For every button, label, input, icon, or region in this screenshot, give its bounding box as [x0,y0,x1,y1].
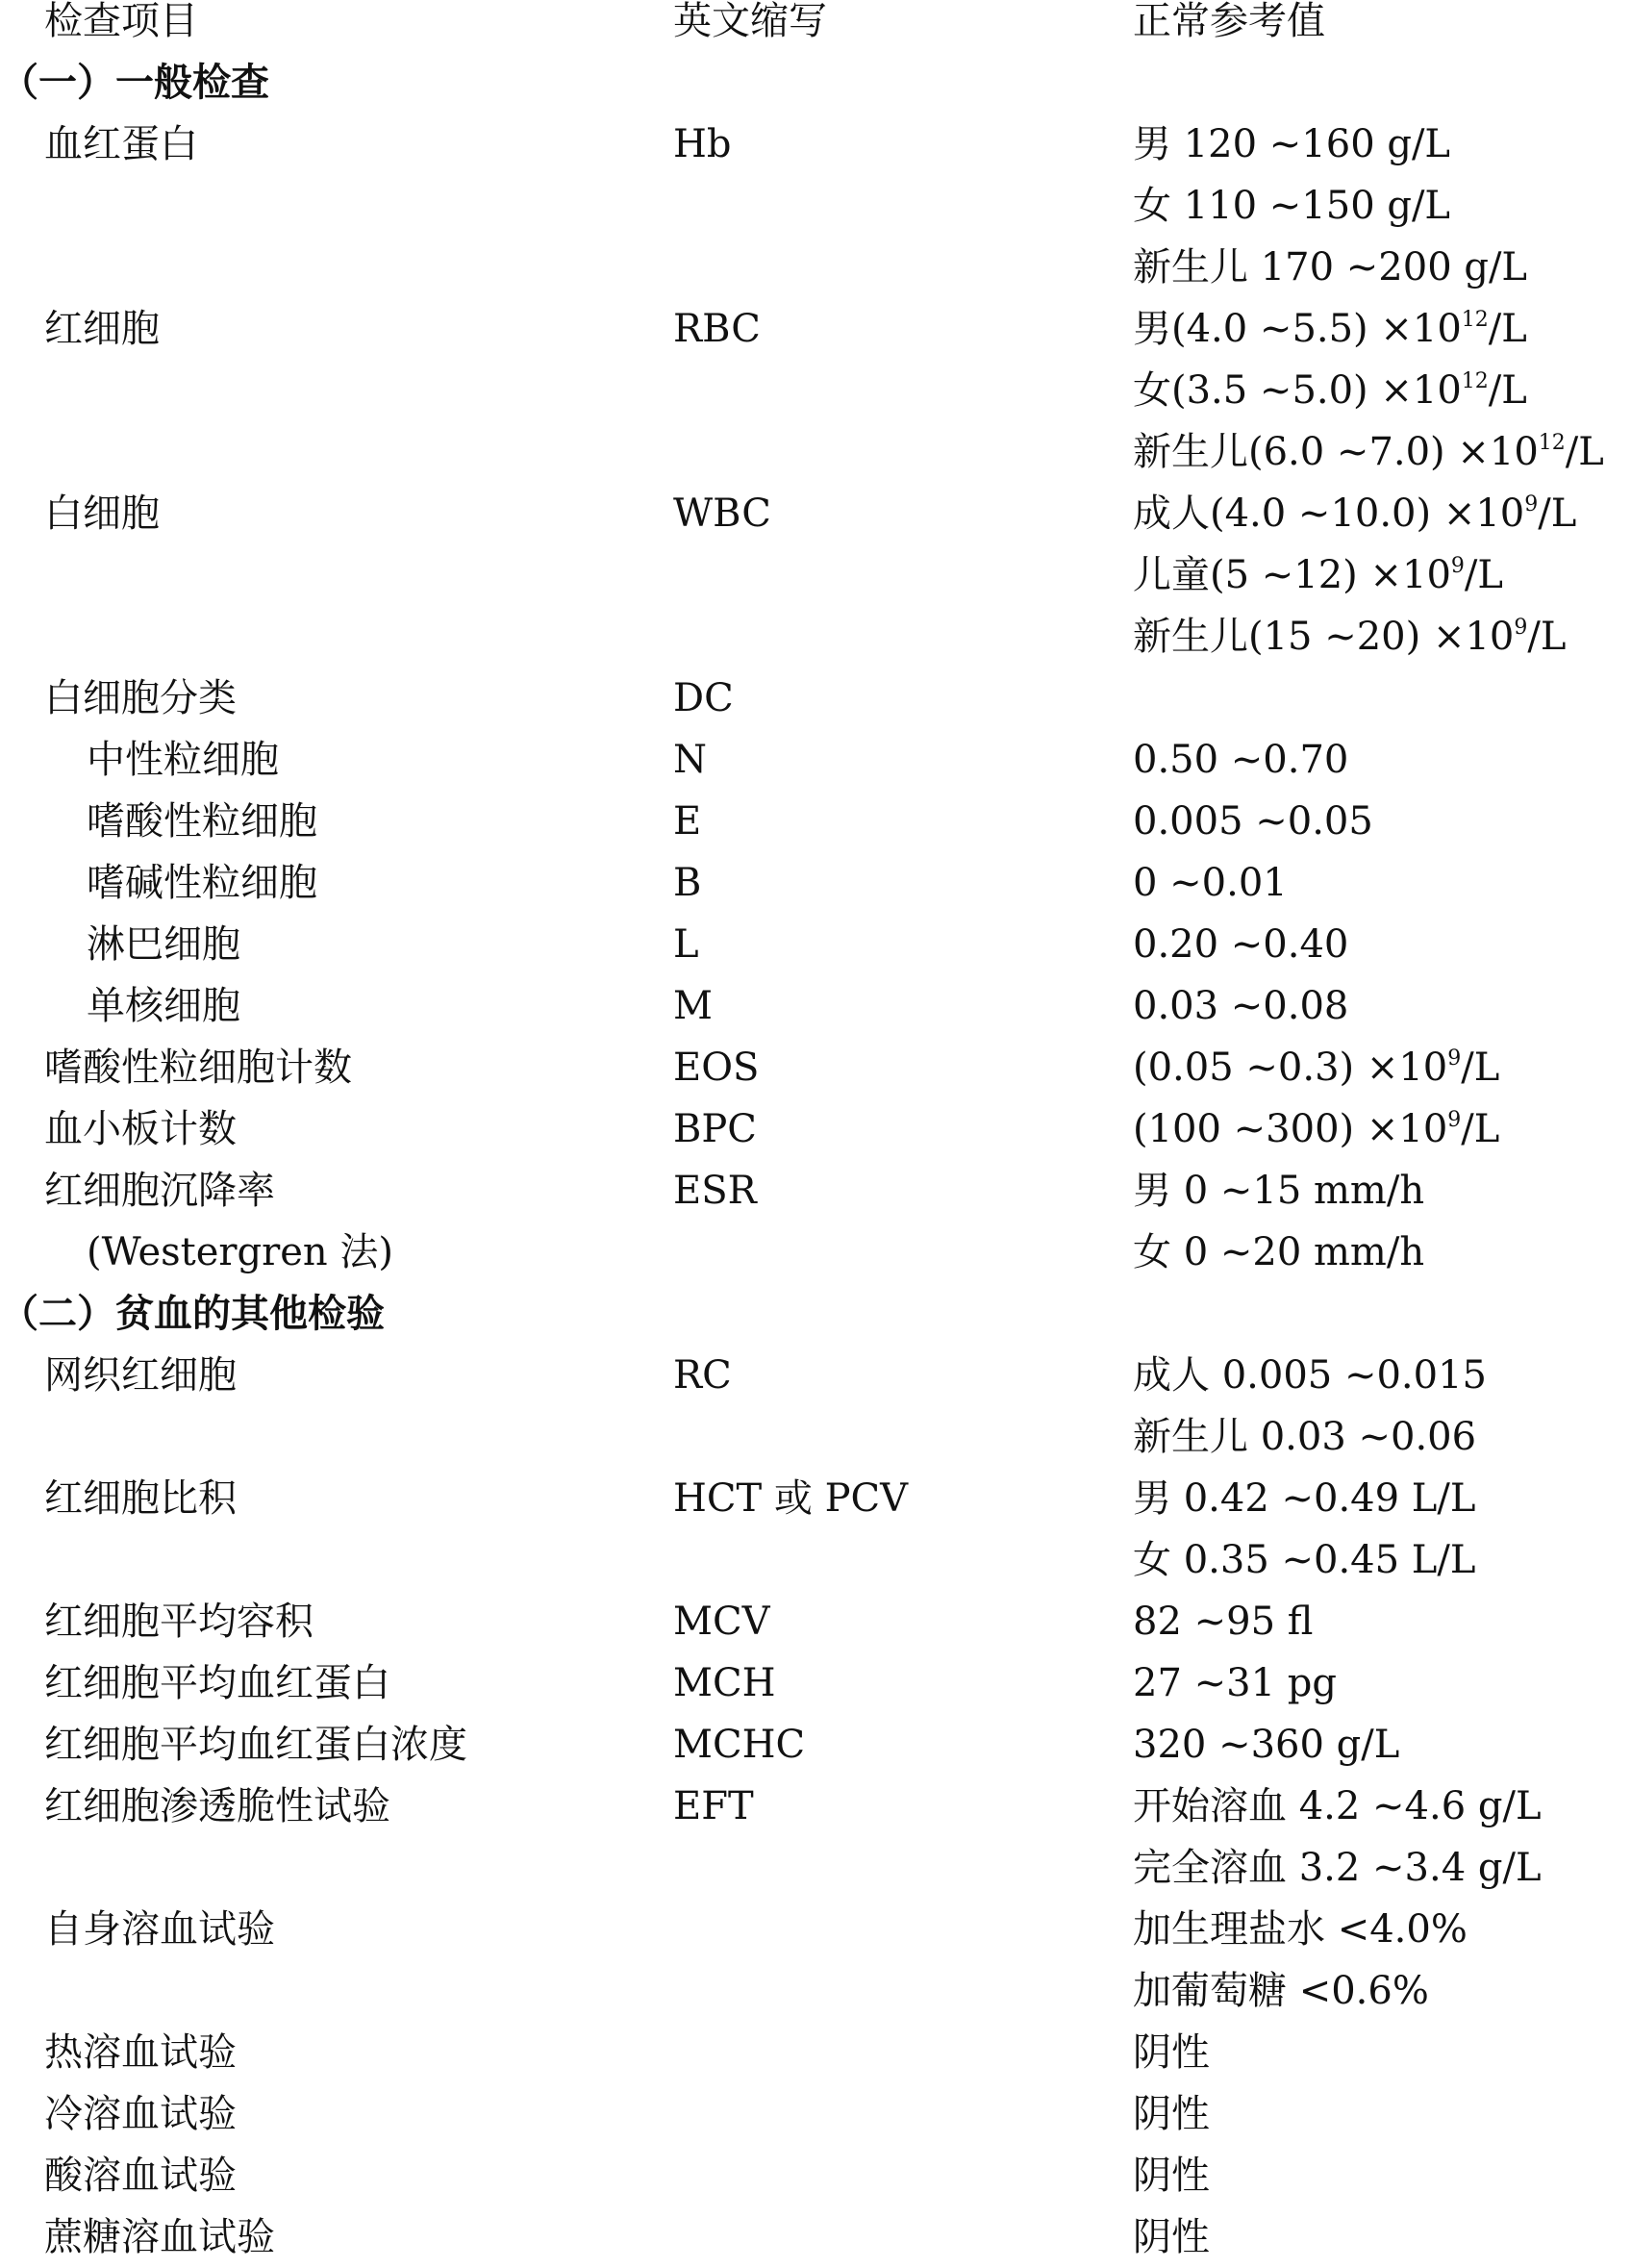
reference-value [1133,1345,1487,1406]
item-name: 红细胞渗透脆性试验 [44,1784,390,1828]
reference-value-exponent: 12 [1461,369,1489,393]
item-abbreviation: Hb [673,122,732,166]
item-name: 红细胞比积 [44,1476,237,1521]
reference-value-main: 82 ~95 fl [1133,1600,1314,1644]
reference-value [1133,1776,1542,1837]
reference-value-main: 成人(4.0 ~10.0) ×10 [1133,491,1525,536]
table-row [0,975,1631,1037]
table-row [0,1037,1631,1098]
section-row [0,52,1631,113]
reference-value-main: 女 0.35 ~0.45 L/L [1133,1538,1476,1582]
reference-value-exponent: 9 [1524,492,1539,517]
item-name: (Westergren 法) [87,1230,394,1274]
reference-value-exponent: 9 [1447,1108,1462,1132]
reference-value [1133,1714,1399,1776]
reference-value [1133,421,1604,483]
header-row [0,0,1631,52]
table-row [0,113,1631,175]
item-name: 网织红细胞 [44,1353,237,1398]
reference-value [1133,483,1576,544]
item-abbreviation: EOS [673,1046,760,1090]
table-row [0,2022,1631,2083]
table-row [0,606,1631,668]
reference-value-main: 27 ~31 pg [1133,1661,1337,1705]
reference-value-unit: /L [1464,553,1503,597]
table-row [0,1899,1631,1960]
reference-value [1133,1222,1424,1283]
table-row [0,237,1631,298]
reference-value-main: 男 0.42 ~0.49 L/L [1133,1476,1476,1521]
reference-value-main: 加生理盐水 <4.0% [1133,1907,1468,1952]
item-abbreviation: WBC [673,491,771,536]
section-row [0,1283,1631,1345]
reference-value-unit: /L [1565,430,1604,474]
reference-value [1133,791,1373,852]
table-row [0,1714,1631,1776]
section-title: （二）贫血的其他检验 [0,1292,385,1336]
item-name: 单核细胞 [87,984,240,1028]
reference-value-main: 开始溶血 4.2 ~4.6 g/L [1133,1784,1542,1828]
reference-value-exponent: 9 [1447,1046,1462,1071]
table-row [0,483,1631,544]
item-name: 嗜碱性粒细胞 [87,861,317,905]
reference-value-exponent: 12 [1538,431,1566,455]
table-row [0,421,1631,483]
reference-value [1133,1591,1313,1652]
table-row [0,729,1631,791]
reference-value [1133,852,1288,914]
reference-value-unit: /L [1527,615,1567,659]
table-row [0,1406,1631,1468]
reference-value-main: (0.05 ~0.3) ×10 [1133,1046,1448,1090]
table-row [0,1960,1631,2022]
reference-value-main: 0.005 ~0.05 [1133,799,1373,844]
item-abbreviation: RC [673,1353,732,1398]
reference-value [1133,175,1450,237]
item-name: 白细胞分类 [44,676,237,720]
reference-value-main: (100 ~300) ×10 [1133,1107,1448,1151]
table-row [0,1222,1631,1283]
reference-value-main: 完全溶血 3.2 ~3.4 g/L [1133,1846,1542,1890]
reference-value-exponent: 9 [1450,554,1465,578]
item-abbreviation: ESR [673,1169,757,1213]
reference-value-main: 女(3.5 ~5.0) ×10 [1133,368,1462,413]
reference-value-main: 新生儿(15 ~20) ×10 [1133,615,1515,659]
reference-value [1133,1652,1337,1714]
reference-value-main: 阴性 [1133,2092,1210,2136]
item-abbreviation: DC [673,676,734,720]
item-name: 淋巴细胞 [87,922,240,967]
reference-value-unit: /L [1488,368,1527,413]
item-name: 嗜酸性粒细胞 [87,799,317,844]
reference-value [1133,2022,1210,2083]
reference-value [1133,975,1348,1037]
reference-value [1133,237,1527,298]
reference-value [1133,1529,1475,1591]
reference-value-main: 阴性 [1133,2154,1210,2198]
table-row [0,791,1631,852]
reference-value-main: 新生儿(6.0 ~7.0) ×10 [1133,430,1539,474]
reference-value-unit: /L [1488,307,1527,351]
reference-value-main: 阴性 [1133,2030,1210,2075]
item-abbreviation: BPC [673,1107,757,1151]
table-row [0,1837,1631,1899]
reference-value-main: 男 120 ~160 g/L [1133,122,1450,166]
reference-value [1133,113,1450,175]
reference-value [1133,360,1527,421]
table-row [0,2083,1631,2145]
reference-value [1133,1899,1468,1960]
column-header-item: 检查项目 [44,0,198,43]
reference-value-main: 男(4.0 ~5.5) ×10 [1133,307,1462,351]
table-row [0,668,1631,729]
reference-value-main: 女 0 ~20 mm/h [1133,1230,1425,1274]
reference-value-main: 成人 0.005 ~0.015 [1133,1353,1487,1398]
reference-value [1133,2145,1210,2206]
reference-value-main: 女 110 ~150 g/L [1133,184,1450,228]
reference-value-main: 加葡萄糖 <0.6% [1133,1969,1429,2013]
item-name: 血红蛋白 [44,122,198,166]
reference-value [1133,606,1566,668]
table-row [0,2206,1631,2268]
item-abbreviation: B [673,861,702,905]
table-row [0,914,1631,975]
item-name: 中性粒细胞 [87,738,279,782]
item-name: 红细胞平均血红蛋白浓度 [44,1723,467,1767]
reference-value [1133,2206,1210,2268]
reference-value-unit: /L [1461,1107,1500,1151]
reference-value-unit: /L [1538,491,1577,536]
table-row [0,1098,1631,1160]
item-abbreviation: EFT [673,1784,754,1828]
column-header-ref: 正常参考值 [1133,0,1325,43]
table-row [0,1776,1631,1837]
item-name: 红细胞 [44,307,160,351]
reference-value-main: 0.20 ~0.40 [1133,922,1349,967]
reference-value-main: 0 ~0.01 [1133,861,1288,905]
table-row [0,360,1631,421]
reference-value [1133,1837,1542,1899]
reference-value [1133,298,1527,360]
table-row [0,544,1631,606]
table-row [0,1160,1631,1222]
item-abbreviation: E [673,799,702,844]
column-header-abbr: 英文缩写 [673,0,827,43]
reference-value-main: 新生儿 170 ~200 g/L [1133,245,1527,290]
reference-value [1133,1468,1475,1529]
item-name: 红细胞平均容积 [44,1600,314,1644]
table-row [0,1652,1631,1714]
item-name: 自身溶血试验 [44,1907,275,1952]
reference-value-main: 新生儿 0.03 ~0.06 [1133,1415,1477,1459]
item-abbreviation: MCH [673,1661,776,1705]
item-name: 白细胞 [44,491,160,536]
reference-value-main: 男 0 ~15 mm/h [1133,1169,1425,1213]
reference-value-exponent: 9 [1514,616,1528,640]
item-name: 热溶血试验 [44,2030,237,2075]
item-abbreviation: MCHC [673,1723,806,1767]
reference-value [1133,1037,1499,1098]
reference-value [1133,1098,1499,1160]
reference-value [1133,2083,1210,2145]
table-row [0,298,1631,360]
item-name: 红细胞沉降率 [44,1169,275,1213]
reference-value [1133,729,1348,791]
item-name: 嗜酸性粒细胞计数 [44,1046,352,1090]
reference-value [1133,1406,1476,1468]
reference-value [1133,1960,1429,2022]
reference-value [1133,544,1503,606]
item-abbreviation: HCT 或 PCV [673,1476,909,1521]
item-name: 冷溶血试验 [44,2092,237,2136]
reference-value-main: 儿童(5 ~12) ×10 [1133,553,1451,597]
item-abbreviation: M [673,984,713,1028]
reference-value-main: 阴性 [1133,2215,1210,2259]
reference-value-main: 0.50 ~0.70 [1133,738,1349,782]
item-name: 酸溶血试验 [44,2154,237,2198]
table-row [0,852,1631,914]
item-abbreviation: MCV [673,1600,770,1644]
table-row [0,1529,1631,1591]
reference-value-main: 0.03 ~0.08 [1133,984,1349,1028]
table-row [0,2145,1631,2206]
table-row [0,1468,1631,1529]
item-name: 蔗糖溶血试验 [44,2215,275,2259]
reference-value [1133,1160,1424,1222]
reference-value-main: 320 ~360 g/L [1133,1723,1400,1767]
reference-value-unit: /L [1461,1046,1500,1090]
section-title: （一）一般检查 [0,61,269,105]
item-abbreviation: L [673,922,699,967]
table-row [0,1591,1631,1652]
item-name: 血小板计数 [44,1107,237,1151]
reference-value [1133,914,1348,975]
item-abbreviation: N [673,738,707,782]
item-name: 红细胞平均血红蛋白 [44,1661,390,1705]
table-row [0,1345,1631,1406]
table-row [0,175,1631,237]
reference-value-exponent: 12 [1461,308,1489,332]
item-abbreviation: RBC [673,307,761,351]
